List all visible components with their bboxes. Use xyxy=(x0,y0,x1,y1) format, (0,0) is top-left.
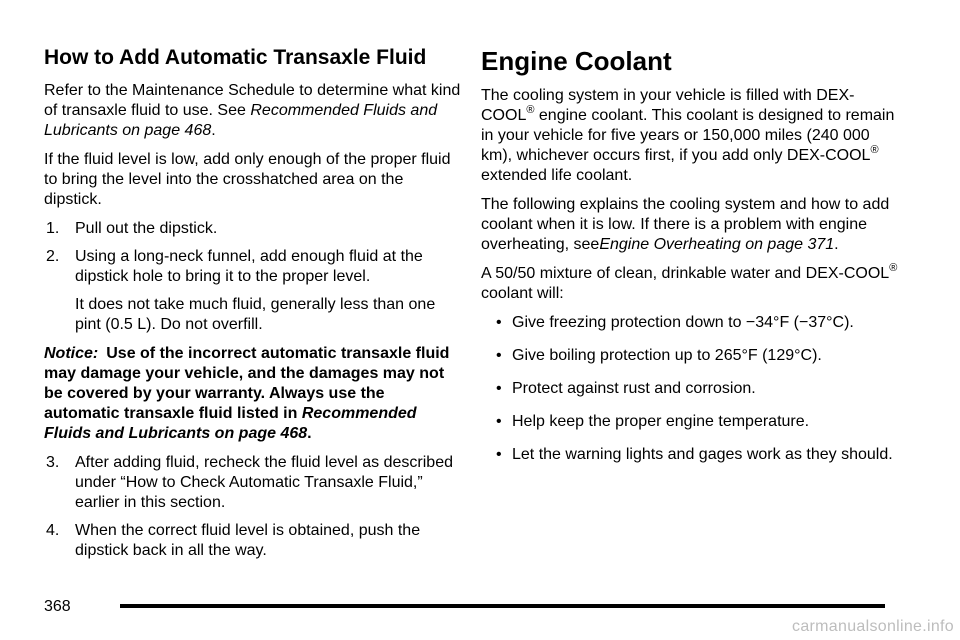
step-text: After adding fluid, recheck the fluid level as described under “How to Check Automatic Transaxle Fluid,” earlier in this section. xyxy=(75,454,453,511)
bullet-icon: • xyxy=(496,314,502,331)
section-heading-transaxle-fluid: How to Add Automatic Transaxle Fluid xyxy=(44,46,427,69)
paragraph-mixture xyxy=(481,261,901,304)
step-item xyxy=(44,521,464,561)
paragraph-dexcool-intro xyxy=(481,86,901,186)
paragraph-text: The cooling system in your vehicle is filled with DEX-COOL xyxy=(481,87,855,124)
list-item-text: Give boiling protection up to 265°F (129°C). xyxy=(512,347,822,364)
steps-list-a xyxy=(44,219,464,287)
list-item-text: Protect against rust and corrosion. xyxy=(512,380,756,397)
list-item xyxy=(481,379,901,399)
paragraph-text: extended life coolant. xyxy=(481,167,633,184)
notice-block xyxy=(44,344,464,444)
left-column xyxy=(44,44,464,569)
step-text: When the correct fluid level is obtained, push the dipstick back in all the way. xyxy=(75,522,421,559)
paragraph-low-level: If the fluid level is low, add only enough of the proper fluid to bring the level into the crosshatched area on the dipstick. xyxy=(44,151,451,208)
cross-reference-overheating: Engine Overheating on page 371 xyxy=(599,236,835,253)
page-number: 368 xyxy=(44,598,71,615)
registered-mark: ® xyxy=(889,261,898,274)
paragraph-cooling-explanation xyxy=(481,195,901,255)
paragraph-text: The following explains the cooling system and how to add coolant when it is low. If there is a problem with engine overheating, see xyxy=(481,196,890,253)
step-text: Pull out the dipstick. xyxy=(75,220,218,237)
step-number: 2. xyxy=(46,248,60,265)
list-item xyxy=(481,412,901,432)
step-number: 4. xyxy=(46,522,60,539)
coolant-benefits-list xyxy=(481,313,901,465)
paragraph-text: engine coolant. This coolant is designed to remain in your vehicle for five years or 150,000 miles (240 000 km), whichever occurs first, if you add only DEX-COOL xyxy=(481,107,895,164)
list-item-text: Let the warning lights and gages work as they should. xyxy=(512,446,893,463)
registered-mark: ® xyxy=(870,143,879,156)
list-item xyxy=(481,313,901,333)
step-note: It does not take much fluid, generally less than one pint (0.5 L). Do not overfill. xyxy=(75,296,436,333)
section-heading-engine-coolant: Engine Coolant xyxy=(481,46,672,76)
paragraph-text: A 50/50 mixture of clean, drinkable water and DEX-COOL xyxy=(481,265,890,282)
registered-mark: ® xyxy=(526,103,535,116)
bullet-icon: • xyxy=(496,413,502,430)
paragraph-end: . xyxy=(211,122,216,139)
notice-cross-reference: Recommended Fluids and Lubricants on page 468 xyxy=(44,405,417,442)
list-item xyxy=(481,346,901,366)
notice-label: Notice: xyxy=(44,345,99,362)
step-text: Using a long-neck funnel, add enough fluid at the dipstick hole to bring it to the proper level. xyxy=(75,248,423,285)
steps-list-b xyxy=(44,453,464,561)
watermark: carmanualsonline.info xyxy=(792,618,954,635)
list-item-text: Give freezing protection down to −34°F (−37°C). xyxy=(512,314,854,331)
paragraph-end: . xyxy=(834,236,839,253)
paragraph-text: coolant will: xyxy=(481,285,564,302)
bullet-icon: • xyxy=(496,446,502,463)
bullet-icon: • xyxy=(496,380,502,397)
bullet-icon: • xyxy=(496,347,502,364)
step-item xyxy=(44,247,464,287)
notice-end: . xyxy=(307,425,312,442)
list-item-text: Help keep the proper engine temperature. xyxy=(512,413,810,430)
right-column xyxy=(481,44,901,478)
step-item xyxy=(44,453,464,513)
list-item xyxy=(481,445,901,465)
step-number: 1. xyxy=(46,220,60,237)
footer-divider xyxy=(120,604,885,608)
paragraph-text: Refer to the Maintenance Schedule to determine what kind of transaxle fluid to use. See xyxy=(44,82,461,119)
paragraph-maintenance-reference xyxy=(44,81,464,141)
cross-reference-fluids: Recommended Fluids and Lubricants on page 468 xyxy=(44,102,438,139)
step-item xyxy=(44,219,464,239)
notice-text: Use of the incorrect automatic transaxle fluid may damage your vehicle, and the damages may not be covered by your warranty. Always use the automatic transaxle fluid listed in xyxy=(44,345,450,422)
step-number: 3. xyxy=(46,454,60,471)
